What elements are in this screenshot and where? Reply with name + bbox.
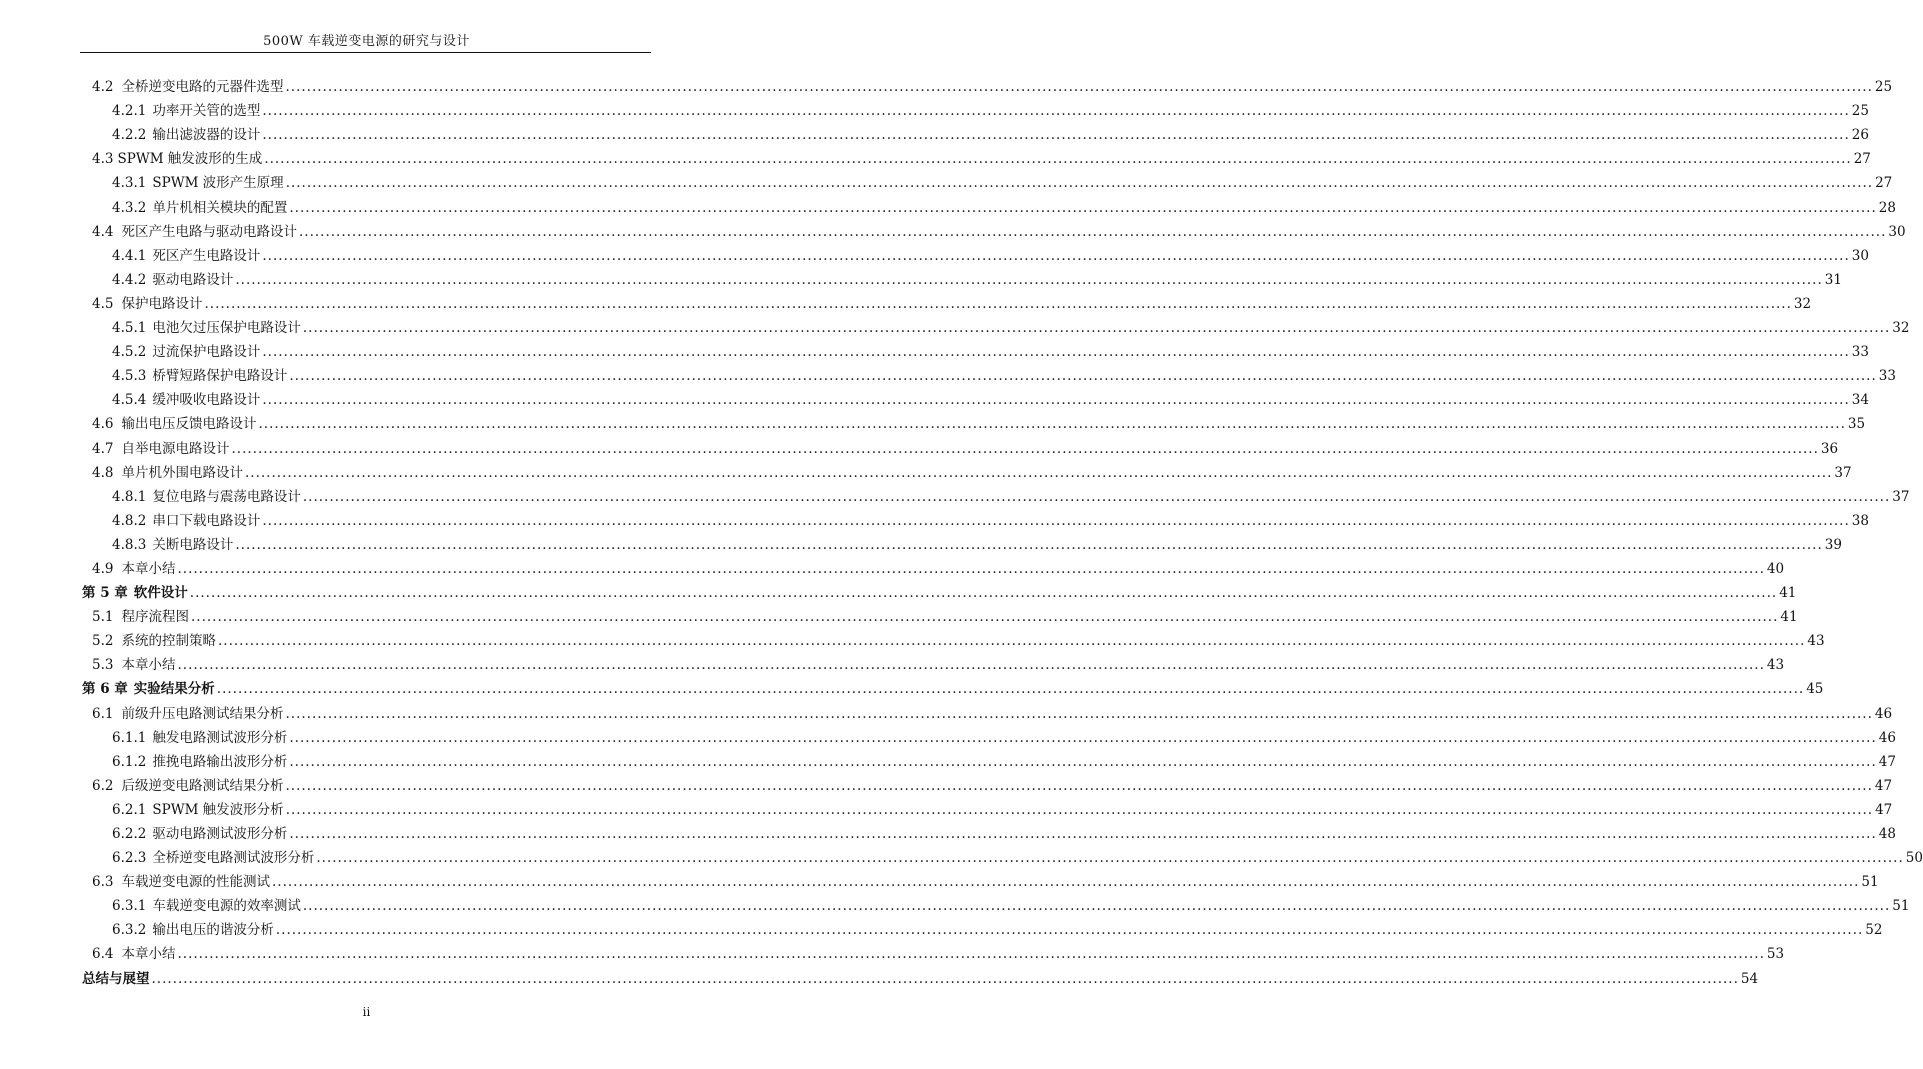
toc-entry-title: 单片机相关模块的配置: [152, 199, 288, 216]
toc-dot-leader: ............................................................................................................................................................................................................................................................................................................: [289, 826, 1877, 842]
toc-entry-title: SPWM 触发波形分析: [152, 801, 284, 818]
toc-entry-number: 6.3.2: [112, 922, 147, 939]
toc-entry-page: 43: [1766, 657, 1785, 674]
toc-entry[interactable]: [80, 867, 1879, 891]
toc-entry[interactable]: [80, 289, 1812, 313]
toc-dot-leader: ............................................................................................................................................................................................................................................................................................................: [289, 199, 1877, 216]
toc-entry-number: 5.3: [92, 657, 114, 674]
toc-dot-leader: ............................................................................................................................................................................................................................................................................................................: [189, 585, 1778, 602]
toc-entry-page: 32: [1793, 295, 1812, 312]
toc-entry-page: 34: [1851, 392, 1869, 409]
toc-entry-page: 46: [1878, 729, 1896, 746]
toc-entry-title: 缓冲吸收电路设计: [152, 392, 261, 409]
toc-entry-title: 总结与展望: [82, 970, 150, 987]
toc-entry-number: 5.1: [92, 609, 114, 626]
toc-dot-leader: ............................................................................................................................................................................................................................................................................................................: [216, 681, 1805, 698]
toc-entry-page: 47: [1875, 801, 1893, 818]
toc-entry-number: 4.4: [92, 223, 114, 240]
toc-entry[interactable]: [80, 96, 1869, 120]
toc-entry-page: 28: [1878, 199, 1896, 216]
toc-entry-number: 4.8.1: [112, 488, 147, 505]
toc-entry-number: 4.8.2: [112, 512, 147, 529]
toc-entry-title: 复位电路与震荡电路设计: [152, 488, 301, 505]
toc-dot-leader: ............................................................................................................................................................................................................................................................................................................: [204, 295, 1792, 312]
toc-dot-leader: ............................................................................................................................................................................................................................................................................................................: [262, 392, 1850, 409]
toc-dot-leader: ............................................................................................................................................................................................................................................................................................................: [285, 777, 1873, 794]
toc-entry-title: 系统的控制策略: [121, 633, 216, 650]
toc-entry[interactable]: [80, 674, 1824, 698]
toc-dot-leader: ............................................................................................................................................................................................................................................................................................................: [177, 560, 1765, 577]
toc-entry-page: 47: [1878, 753, 1896, 770]
toc-entry[interactable]: [80, 554, 1785, 578]
toc-dot-leader: ............................................................................................................................................................................................................................................................................................................: [289, 729, 1877, 746]
toc-dot-leader: ............................................................................................................................................................................................................................................................................................................: [285, 79, 1873, 96]
toc-entry[interactable]: [80, 409, 1866, 433]
toc-dot-leader: ............................................................................................................................................................................................................................................................................................................: [262, 344, 1850, 361]
toc-entry-title: 推挽电路输出波形分析: [152, 753, 288, 770]
toc-dot-leader: ............................................................................................................................................................................................................................................................................................................: [235, 536, 1823, 553]
toc-entry-number: 4.5.3: [112, 368, 147, 385]
toc-entry-title: 串口下载电路设计: [152, 512, 261, 529]
toc-dot-leader: ............................................................................................................................................................................................................................................................................................................: [244, 464, 1833, 481]
toc-entry-page: 50: [1905, 850, 1923, 867]
toc-entry-title: 输出电压的谐波分析: [152, 922, 274, 939]
toc-entry-number: 4.5.2: [112, 344, 147, 361]
toc-entry-number: 4.2: [92, 79, 114, 96]
toc-dot-leader: ............................................................................................................................................................................................................................................................................................................: [177, 657, 1765, 674]
toc-entry-number: 6.2.1: [112, 801, 147, 818]
toc-dot-leader: ............................................................................................................................................................................................................................................................................................................: [262, 512, 1850, 529]
toc-entry-page: 33: [1851, 344, 1869, 361]
toc-entry-number: 4.8.3: [112, 536, 147, 553]
toc-entry-number: 4.3.2: [112, 199, 147, 216]
toc-entry-page: 51: [1892, 898, 1910, 915]
header-rule: [80, 52, 651, 53]
toc-entry-number: 6.2: [92, 777, 114, 794]
toc-entry-page: 31: [1824, 271, 1842, 288]
toc-entry-page: 46: [1874, 705, 1893, 722]
toc-entry[interactable]: [80, 192, 1896, 216]
toc-dot-leader: ............................................................................................................................................................................................................................................................................................................: [235, 271, 1823, 288]
toc-dot-leader: ............................................................................................................................................................................................................................................................................................................: [190, 609, 1779, 626]
toc-entry[interactable]: [80, 626, 1825, 650]
toc-entry-number: 4.4.2: [112, 271, 147, 288]
toc-entry-number: 4.7: [92, 440, 114, 457]
toc-entry-number: 6.4: [92, 946, 114, 963]
toc-dot-leader: ............................................................................................................................................................................................................................................................................................................: [271, 874, 1860, 891]
toc-dot-leader: ............................................................................................................................................................................................................................................................................................................: [177, 946, 1765, 963]
toc-entry[interactable]: [80, 843, 1923, 867]
toc-entry[interactable]: [80, 771, 1893, 795]
toc-dot-leader: ............................................................................................................................................................................................................................................................................................................: [285, 705, 1873, 722]
toc-entry-page: 52: [1865, 922, 1883, 939]
toc-entry-title: 输出电压反馈电路设计: [121, 416, 257, 433]
toc-entry-title: 功率开关管的选型: [152, 103, 261, 120]
toc-entry-page: 41: [1779, 585, 1797, 602]
toc-dot-leader: ............................................................................................................................................................................................................................................................................................................: [262, 247, 1850, 264]
toc-entry[interactable]: [80, 795, 1893, 819]
toc-entry[interactable]: [80, 650, 1785, 674]
toc-entry-number: 4.3.1: [112, 175, 147, 192]
toc-entry-page: 48: [1878, 826, 1896, 842]
toc-entry-title: 前级升压电路测试结果分析: [121, 705, 284, 722]
toc-entry-number: 4.5.1: [112, 320, 147, 337]
toc-entry-page: 32: [1892, 320, 1910, 337]
toc-entry-page: 37: [1892, 488, 1910, 505]
toc-entry-number: 4.2.2: [112, 127, 147, 144]
toc-dot-leader: ............................................................................................................................................................................................................................................................................................................: [302, 488, 1891, 505]
toc-entry[interactable]: [80, 819, 1896, 843]
toc-entry-number: 5.2: [92, 633, 114, 650]
toc-entry[interactable]: [80, 891, 1910, 915]
toc-entry-number: 4.4.1: [112, 247, 147, 264]
toc-entry[interactable]: [80, 698, 1893, 722]
toc-dot-leader: ............................................................................................................................................................................................................................................................................................................: [262, 103, 1850, 120]
toc-dot-leader: ............................................................................................................................................................................................................................................................................................................: [262, 127, 1850, 144]
toc-entry-title: 电池欠过压保护电路设计: [152, 320, 301, 337]
toc-entry-page: 53: [1766, 946, 1785, 963]
toc-entry-title: 保护电路设计: [121, 295, 203, 312]
toc-entry[interactable]: [80, 168, 1893, 192]
toc-entry-number: 4.9: [92, 560, 114, 577]
toc-entry[interactable]: [80, 385, 1869, 409]
toc-entry-page: 45: [1806, 681, 1824, 698]
toc-entry[interactable]: [80, 723, 1896, 747]
toc-entry-title: 关断电路设计: [152, 536, 234, 553]
toc-entry[interactable]: [80, 458, 1852, 482]
toc-entry[interactable]: [80, 313, 1910, 337]
toc-entry-page: 54: [1740, 970, 1759, 987]
toc-entry-number: 4.5.4: [112, 392, 147, 409]
toc-dot-leader: ............................................................................................................................................................................................................................................................................................................: [264, 151, 1852, 168]
toc-entry-number: 6.3.1: [112, 898, 147, 915]
toc-entry-title: 后级逆变电路测试结果分析: [121, 777, 284, 794]
toc-dot-leader: ............................................................................................................................................................................................................................................................................................................: [302, 320, 1891, 337]
toc-dot-leader: ............................................................................................................................................................................................................................................................................................................: [258, 416, 1846, 433]
toc-entry-title: 车载逆变电源的效率测试: [152, 898, 301, 915]
toc-entry-page: 27: [1853, 151, 1871, 168]
toc-entry-title: 软件设计: [133, 585, 188, 602]
running-header-title: 500W 车载逆变电源的研究与设计: [263, 34, 470, 49]
toc-entry-title: 驱动电路设计: [152, 271, 234, 288]
toc-entry-page: 33: [1878, 368, 1896, 385]
page-number: ii: [362, 1005, 371, 1019]
toc-entry-title: 自举电源电路设计: [121, 440, 230, 457]
toc-entry[interactable]: [80, 578, 1797, 602]
toc-entry-page: 30: [1851, 247, 1869, 264]
toc-entry-page: 41: [1780, 609, 1798, 626]
toc-entry[interactable]: [80, 120, 1869, 144]
toc-entry-title: 全桥逆变电路测试波形分析: [152, 850, 315, 867]
toc-entry-number: 4.2.1: [112, 103, 147, 120]
toc-entry-title: 程序流程图: [121, 609, 189, 626]
toc-entry-title: 输出滤波器的设计: [152, 127, 261, 144]
toc-entry-page: 47: [1874, 777, 1893, 794]
toc-entry[interactable]: [80, 530, 1842, 554]
toc-dot-leader: ............................................................................................................................................................................................................................................................................................................: [302, 898, 1891, 915]
toc-entry-title: 单片机外围电路设计: [121, 464, 243, 481]
toc-entry-number: 6.3: [92, 874, 114, 891]
toc-entry-page: 30: [1888, 223, 1906, 240]
toc-entry-title: SPWM 波形产生原理: [152, 175, 284, 192]
toc-entry-number: 6.1.2: [112, 753, 147, 770]
toc-entry[interactable]: [80, 482, 1910, 506]
toc-entry-title: 桥臂短路保护电路设计: [152, 368, 288, 385]
toc-entry[interactable]: [80, 241, 1869, 265]
toc-entry[interactable]: [80, 217, 1906, 241]
toc-entry[interactable]: [80, 915, 1883, 939]
toc-entry-page: 51: [1861, 874, 1879, 891]
toc-dot-leader: ............................................................................................................................................................................................................................................................................................................: [151, 970, 1739, 987]
toc-entry[interactable]: [80, 144, 1871, 168]
toc-entry-number: 4.8: [92, 464, 114, 481]
toc-entry-number: 4.6: [92, 416, 114, 433]
toc-entry[interactable]: [80, 72, 1893, 96]
toc-entry-title: 本章小结: [121, 946, 176, 963]
toc-entry-number: 6.1.1: [112, 729, 147, 746]
toc-entry-title: 本章小结: [121, 560, 176, 577]
toc-entry-title: 死区产生电路与驱动电路设计: [121, 223, 297, 240]
toc-entry-title: 全桥逆变电路的元器件选型: [121, 79, 284, 96]
toc-entry-page: 36: [1820, 440, 1839, 457]
toc-dot-leader: ............................................................................................................................................................................................................................................................................................................: [217, 633, 1806, 650]
toc-entry-title: 过流保护电路设计: [152, 344, 261, 361]
toc-entry-page: 26: [1851, 127, 1869, 144]
toc-entry-number: 6.2.2: [112, 826, 147, 842]
toc-entry-page: 38: [1851, 512, 1869, 529]
toc-dot-leader: ............................................................................................................................................................................................................................................................................................................: [316, 850, 1904, 867]
toc-entry[interactable]: [80, 506, 1869, 530]
toc-entry-number: 4.5: [92, 295, 114, 312]
toc-entry-page: 39: [1824, 536, 1842, 553]
toc-entry-page: 40: [1766, 560, 1785, 577]
toc-entry-page: 35: [1847, 416, 1866, 433]
toc-dot-leader: ............................................................................................................................................................................................................................................................................................................: [298, 223, 1887, 240]
toc-entry-page: 25: [1851, 103, 1869, 120]
toc-dot-leader: ............................................................................................................................................................................................................................................................................................................: [275, 922, 1864, 939]
toc-dot-leader: ............................................................................................................................................................................................................................................................................................................: [285, 801, 1874, 818]
table-of-contents: [80, 72, 1923, 988]
toc-entry-page: 37: [1834, 464, 1852, 481]
toc-entry-page: 27: [1875, 175, 1893, 192]
toc-entry[interactable]: [80, 747, 1896, 771]
toc-entry[interactable]: [80, 265, 1842, 289]
toc-entry-title: 车载逆变电源的性能测试: [121, 874, 270, 891]
toc-entry-number: 第 5 章: [82, 585, 128, 602]
toc-entry[interactable]: [80, 963, 1759, 987]
toc-entry-title: 触发电路测试波形分析: [152, 729, 288, 746]
toc-entry-title: 实验结果分析: [133, 681, 215, 698]
toc-entry-title: 驱动电路测试波形分析: [152, 826, 288, 842]
toc-entry-page: 43: [1807, 633, 1825, 650]
toc-entry-number: 4.3: [92, 151, 114, 168]
toc-entry-number: 第 6 章: [82, 681, 128, 698]
toc-entry[interactable]: [80, 602, 1798, 626]
toc-entry[interactable]: [80, 939, 1785, 963]
toc-dot-leader: ............................................................................................................................................................................................................................................................................................................: [285, 175, 1874, 192]
toc-entry[interactable]: [80, 337, 1869, 361]
toc-entry-title: SPWM 触发波形的生成: [117, 151, 263, 168]
toc-dot-leader: ............................................................................................................................................................................................................................................................................................................: [289, 753, 1877, 770]
toc-entry[interactable]: [80, 361, 1896, 385]
toc-entry-title: 本章小结: [121, 657, 176, 674]
toc-dot-leader: ............................................................................................................................................................................................................................................................................................................: [231, 440, 1819, 457]
toc-entry-title: 死区产生电路设计: [152, 247, 261, 264]
toc-entry-number: 6.1: [92, 705, 114, 722]
toc-entry-number: 6.2.3: [112, 850, 147, 867]
toc-entry[interactable]: [80, 433, 1839, 457]
toc-dot-leader: ............................................................................................................................................................................................................................................................................................................: [289, 368, 1877, 385]
toc-entry-page: 25: [1874, 79, 1893, 96]
